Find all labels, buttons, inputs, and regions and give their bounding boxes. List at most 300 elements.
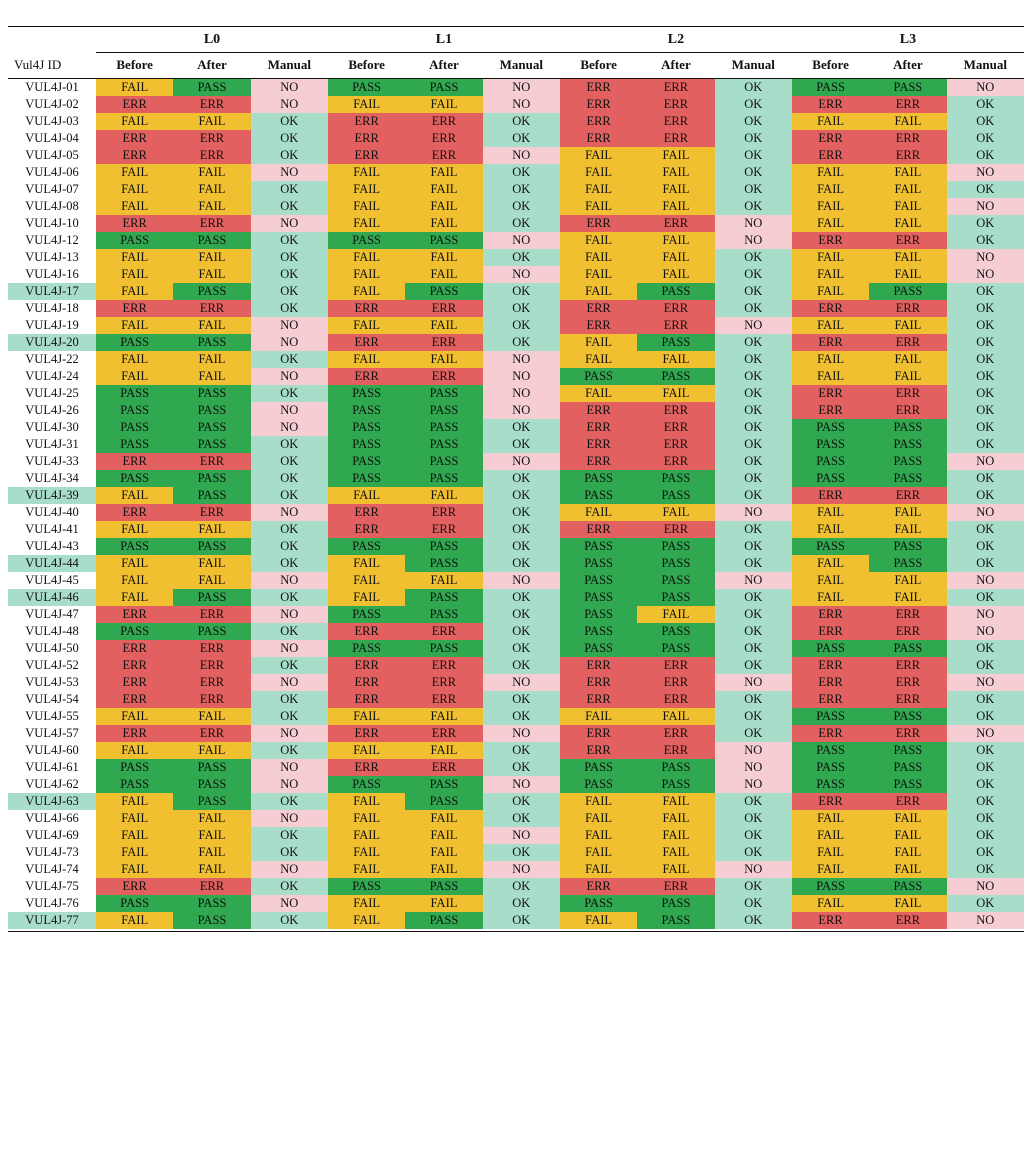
result-cell: ERR	[328, 623, 405, 640]
result-cell: FAIL	[328, 861, 405, 878]
result-cell: NO	[251, 606, 328, 623]
result-cell: PASS	[869, 283, 946, 300]
result-cell: FAIL	[96, 742, 173, 759]
result-cell: NO	[251, 895, 328, 912]
result-cell: PASS	[96, 538, 173, 555]
result-cell: OK	[251, 232, 328, 249]
result-cell: ERR	[405, 657, 482, 674]
result-cell: PASS	[328, 538, 405, 555]
result-cell: NO	[715, 317, 792, 334]
result-cell: OK	[483, 164, 560, 181]
result-cell: OK	[715, 878, 792, 895]
result-cell: OK	[947, 215, 1024, 232]
result-cell: PASS	[96, 385, 173, 402]
result-cell: OK	[251, 249, 328, 266]
result-cell: NO	[251, 96, 328, 113]
row-id-cell: VUL4J-69	[25, 828, 79, 842]
result-cell: ERR	[560, 215, 637, 232]
group-header-l2: L2	[560, 27, 792, 53]
result-cell: OK	[251, 147, 328, 164]
result-cell: NO	[947, 606, 1024, 623]
result-cell: FAIL	[328, 487, 405, 504]
result-cell: PASS	[405, 878, 482, 895]
result-cell: FAIL	[792, 861, 869, 878]
result-cell: OK	[483, 181, 560, 198]
result-cell: PASS	[96, 232, 173, 249]
result-cell: FAIL	[328, 793, 405, 810]
table-row	[8, 130, 1024, 147]
result-cell: ERR	[869, 623, 946, 640]
result-cell: OK	[947, 844, 1024, 861]
column-header-l1-before: Before	[348, 57, 385, 72]
result-cell: ERR	[637, 878, 714, 895]
result-cell: PASS	[637, 470, 714, 487]
table-row	[8, 793, 1024, 810]
result-cell: FAIL	[637, 810, 714, 827]
row-id-cell: VUL4J-75	[25, 879, 79, 893]
result-cell: OK	[715, 368, 792, 385]
result-cell: OK	[947, 776, 1024, 793]
result-cell: FAIL	[869, 181, 946, 198]
row-id-cell: VUL4J-40	[25, 505, 79, 519]
column-header-l2-manual: Manual	[731, 57, 775, 72]
result-cell: PASS	[328, 385, 405, 402]
row-id-cell: VUL4J-12	[25, 233, 79, 247]
result-cell: FAIL	[173, 742, 250, 759]
result-cell: PASS	[405, 912, 482, 929]
result-cell: ERR	[637, 521, 714, 538]
result-cell: ERR	[869, 725, 946, 742]
result-cell: FAIL	[96, 181, 173, 198]
table-row	[8, 385, 1024, 402]
result-cell: PASS	[173, 895, 250, 912]
result-cell: PASS	[869, 776, 946, 793]
result-cell: OK	[251, 130, 328, 147]
result-cell: ERR	[792, 657, 869, 674]
row-id-cell: VUL4J-30	[25, 420, 79, 434]
result-cell: FAIL	[96, 249, 173, 266]
result-cell: OK	[947, 147, 1024, 164]
result-cell: OK	[947, 810, 1024, 827]
result-cell: FAIL	[637, 198, 714, 215]
table-row	[8, 317, 1024, 334]
result-cell: NO	[483, 266, 560, 283]
result-cell: ERR	[869, 657, 946, 674]
result-cell: OK	[483, 912, 560, 929]
result-cell: ERR	[869, 385, 946, 402]
result-cell: FAIL	[173, 317, 250, 334]
result-cell: OK	[947, 521, 1024, 538]
result-cell: PASS	[869, 878, 946, 895]
result-cell: FAIL	[96, 708, 173, 725]
result-cell: NO	[947, 198, 1024, 215]
result-cell: FAIL	[560, 334, 637, 351]
group-header-l0: L0	[96, 27, 328, 53]
result-cell: NO	[483, 674, 560, 691]
result-cell: PASS	[96, 623, 173, 640]
result-cell: FAIL	[405, 827, 482, 844]
table-row	[8, 147, 1024, 164]
result-cell: NO	[251, 368, 328, 385]
result-cell: ERR	[328, 368, 405, 385]
result-cell: PASS	[869, 470, 946, 487]
result-cell: FAIL	[560, 504, 637, 521]
column-header-l3-before: Before	[812, 57, 849, 72]
result-cell: FAIL	[869, 113, 946, 130]
result-cell: OK	[715, 487, 792, 504]
result-cell: ERR	[560, 674, 637, 691]
result-cell: NO	[947, 79, 1024, 97]
result-cell: OK	[251, 283, 328, 300]
result-cell: OK	[715, 402, 792, 419]
result-cell: PASS	[869, 555, 946, 572]
result-cell: PASS	[173, 402, 250, 419]
result-cell: FAIL	[173, 113, 250, 130]
result-cell: PASS	[405, 793, 482, 810]
result-cell: FAIL	[869, 521, 946, 538]
result-cell: ERR	[96, 878, 173, 895]
row-id-cell: VUL4J-20	[8, 334, 96, 351]
result-cell: OK	[715, 351, 792, 368]
result-cell: ERR	[173, 96, 250, 113]
result-cell: FAIL	[328, 742, 405, 759]
result-cell: OK	[715, 912, 792, 929]
row-id-cell: VUL4J-73	[25, 845, 79, 859]
result-cell: NO	[483, 368, 560, 385]
result-cell: ERR	[328, 674, 405, 691]
result-cell: FAIL	[637, 164, 714, 181]
result-cell: FAIL	[328, 708, 405, 725]
result-cell: PASS	[173, 538, 250, 555]
table-row	[8, 708, 1024, 725]
result-cell: OK	[947, 555, 1024, 572]
table-row	[8, 606, 1024, 623]
table-row	[8, 674, 1024, 691]
result-cell: OK	[715, 623, 792, 640]
result-cell: OK	[715, 79, 792, 97]
result-cell: ERR	[869, 912, 946, 929]
row-id-cell: VUL4J-77	[8, 912, 96, 929]
row-id-cell: VUL4J-47	[25, 607, 79, 621]
table-row	[8, 113, 1024, 130]
result-cell: FAIL	[405, 266, 482, 283]
table-row	[8, 861, 1024, 878]
result-cell: NO	[483, 385, 560, 402]
result-cell: FAIL	[96, 79, 173, 97]
result-cell: PASS	[405, 606, 482, 623]
result-cell: NO	[483, 147, 560, 164]
result-cell: ERR	[328, 657, 405, 674]
result-cell: PASS	[173, 283, 250, 300]
result-cell: FAIL	[405, 215, 482, 232]
result-cell: NO	[483, 351, 560, 368]
table-row	[8, 691, 1024, 708]
result-cell: OK	[483, 249, 560, 266]
result-cell: PASS	[96, 334, 173, 351]
result-cell: OK	[251, 708, 328, 725]
result-cell: NO	[251, 810, 328, 827]
result-cell: NO	[251, 215, 328, 232]
result-cell: PASS	[405, 385, 482, 402]
result-cell: ERR	[869, 147, 946, 164]
result-cell: PASS	[96, 776, 173, 793]
result-cell: FAIL	[173, 198, 250, 215]
result-cell: FAIL	[328, 555, 405, 572]
result-cell: OK	[715, 606, 792, 623]
result-cell: OK	[483, 708, 560, 725]
result-cell: PASS	[173, 436, 250, 453]
result-cell: FAIL	[96, 487, 173, 504]
result-cell: PASS	[792, 470, 869, 487]
row-id-cell: VUL4J-53	[25, 675, 79, 689]
result-cell: FAIL	[96, 283, 173, 300]
result-cell: ERR	[869, 793, 946, 810]
result-cell: OK	[483, 470, 560, 487]
result-cell: PASS	[560, 538, 637, 555]
result-cell: ERR	[405, 504, 482, 521]
result-cell: FAIL	[792, 113, 869, 130]
row-id-cell: VUL4J-04	[25, 131, 79, 145]
result-cell: ERR	[792, 334, 869, 351]
result-cell: ERR	[637, 402, 714, 419]
result-cell: FAIL	[96, 844, 173, 861]
result-cell: ERR	[173, 640, 250, 657]
result-cell: PASS	[328, 470, 405, 487]
column-header-l1-after: After	[429, 57, 459, 72]
result-cell: OK	[715, 113, 792, 130]
result-cell: OK	[947, 419, 1024, 436]
result-cell: ERR	[328, 113, 405, 130]
result-cell: FAIL	[792, 266, 869, 283]
result-cell: FAIL	[328, 572, 405, 589]
result-cell: FAIL	[328, 198, 405, 215]
result-cell: ERR	[96, 215, 173, 232]
result-cell: FAIL	[173, 708, 250, 725]
result-cell: OK	[483, 691, 560, 708]
result-cell: PASS	[405, 470, 482, 487]
result-cell: OK	[251, 521, 328, 538]
column-header-l2-after: After	[661, 57, 691, 72]
result-cell: FAIL	[637, 793, 714, 810]
result-cell: ERR	[405, 130, 482, 147]
table-row	[8, 249, 1024, 266]
result-cell: OK	[251, 878, 328, 895]
result-cell: ERR	[328, 147, 405, 164]
result-cell: PASS	[560, 776, 637, 793]
result-cell: OK	[947, 657, 1024, 674]
result-cell: OK	[483, 436, 560, 453]
row-id-cell: VUL4J-17	[8, 283, 96, 300]
result-cell: FAIL	[173, 164, 250, 181]
result-cell: FAIL	[869, 198, 946, 215]
result-cell: FAIL	[869, 266, 946, 283]
result-cell: FAIL	[792, 283, 869, 300]
result-cell: FAIL	[328, 589, 405, 606]
table-row	[8, 640, 1024, 657]
result-cell: ERR	[637, 317, 714, 334]
row-id-cell: VUL4J-52	[25, 658, 79, 672]
result-cell: OK	[251, 844, 328, 861]
result-cell: OK	[715, 300, 792, 317]
table-row	[8, 487, 1024, 504]
result-cell: OK	[715, 793, 792, 810]
row-id-cell: VUL4J-08	[25, 199, 79, 213]
result-cell: OK	[483, 487, 560, 504]
table-row	[8, 215, 1024, 232]
row-id-cell: VUL4J-07	[25, 182, 79, 196]
result-cell: PASS	[560, 555, 637, 572]
result-cell: ERR	[173, 504, 250, 521]
table-row	[8, 572, 1024, 589]
result-cell: OK	[715, 844, 792, 861]
group-header-spacer	[8, 27, 96, 53]
result-cell: OK	[947, 232, 1024, 249]
row-id-cell: VUL4J-34	[25, 471, 79, 485]
result-cell: FAIL	[792, 351, 869, 368]
result-cell: PASS	[792, 759, 869, 776]
table-row	[8, 776, 1024, 793]
result-cell: FAIL	[792, 555, 869, 572]
result-cell: OK	[947, 300, 1024, 317]
result-cell: PASS	[637, 538, 714, 555]
result-cell: FAIL	[792, 810, 869, 827]
result-cell: OK	[251, 436, 328, 453]
column-header-l0-after: After	[197, 57, 227, 72]
result-cell: OK	[947, 113, 1024, 130]
result-cell: OK	[715, 640, 792, 657]
result-cell: OK	[483, 419, 560, 436]
row-id-cell: VUL4J-54	[25, 692, 79, 706]
table-head	[8, 27, 1024, 79]
result-cell: OK	[251, 691, 328, 708]
result-cell: FAIL	[328, 895, 405, 912]
row-id-cell: VUL4J-43	[25, 539, 79, 553]
result-cell: PASS	[792, 640, 869, 657]
result-cell: PASS	[173, 793, 250, 810]
result-cell: OK	[251, 266, 328, 283]
result-cell: FAIL	[405, 810, 482, 827]
result-cell: NO	[483, 827, 560, 844]
result-cell: OK	[251, 657, 328, 674]
row-id-cell: VUL4J-41	[25, 522, 79, 536]
table-row	[8, 181, 1024, 198]
result-cell: PASS	[637, 334, 714, 351]
result-cell: ERR	[637, 453, 714, 470]
result-cell: OK	[483, 317, 560, 334]
table-row	[8, 742, 1024, 759]
row-id-cell: VUL4J-63	[8, 793, 96, 810]
result-cell: OK	[483, 878, 560, 895]
result-cell: FAIL	[560, 283, 637, 300]
result-cell: FAIL	[560, 708, 637, 725]
result-cell: PASS	[560, 895, 637, 912]
result-cell: OK	[251, 912, 328, 929]
result-cell: PASS	[869, 759, 946, 776]
result-cell: PASS	[405, 453, 482, 470]
result-cell: ERR	[560, 96, 637, 113]
table-row	[8, 402, 1024, 419]
result-cell: PASS	[869, 453, 946, 470]
result-cell: FAIL	[869, 827, 946, 844]
result-cell: FAIL	[173, 181, 250, 198]
result-cell: OK	[483, 640, 560, 657]
result-cell: PASS	[328, 232, 405, 249]
row-id-cell: VUL4J-44	[8, 555, 96, 572]
result-cell: ERR	[96, 691, 173, 708]
result-cell: FAIL	[869, 861, 946, 878]
result-cell: NO	[251, 79, 328, 97]
row-id-cell: VUL4J-57	[25, 726, 79, 740]
result-cell: ERR	[560, 878, 637, 895]
row-id-cell: VUL4J-26	[25, 403, 79, 417]
result-cell: FAIL	[96, 351, 173, 368]
result-cell: OK	[715, 147, 792, 164]
result-cell: NO	[715, 759, 792, 776]
result-cell: FAIL	[792, 164, 869, 181]
result-cell: NO	[251, 164, 328, 181]
result-cell: OK	[251, 589, 328, 606]
result-cell: NO	[251, 317, 328, 334]
result-cell: ERR	[792, 147, 869, 164]
result-cell: OK	[947, 351, 1024, 368]
result-cell: ERR	[792, 402, 869, 419]
result-cell: FAIL	[792, 504, 869, 521]
result-cell: ERR	[173, 453, 250, 470]
row-id-cell: VUL4J-18	[25, 301, 79, 315]
result-cell: ERR	[869, 606, 946, 623]
result-cell: FAIL	[792, 844, 869, 861]
result-cell: FAIL	[96, 827, 173, 844]
result-cell: NO	[947, 674, 1024, 691]
result-cell: FAIL	[560, 844, 637, 861]
result-cell: OK	[715, 130, 792, 147]
result-cell: FAIL	[173, 351, 250, 368]
result-cell: PASS	[637, 589, 714, 606]
row-id-cell: VUL4J-66	[25, 811, 79, 825]
result-cell: FAIL	[405, 708, 482, 725]
result-cell: ERR	[405, 521, 482, 538]
table-row	[8, 351, 1024, 368]
result-cell: OK	[483, 215, 560, 232]
result-cell: ERR	[328, 130, 405, 147]
result-cell: NO	[715, 861, 792, 878]
row-id-cell: VUL4J-22	[25, 352, 79, 366]
result-cell: PASS	[792, 708, 869, 725]
result-cell: ERR	[792, 793, 869, 810]
result-cell: NO	[251, 776, 328, 793]
result-cell: OK	[947, 589, 1024, 606]
row-id-cell: VUL4J-45	[25, 573, 79, 587]
result-cell: FAIL	[560, 232, 637, 249]
result-cell: OK	[715, 266, 792, 283]
result-cell: PASS	[328, 878, 405, 895]
result-cell: OK	[715, 181, 792, 198]
result-cell: FAIL	[173, 810, 250, 827]
result-cell: FAIL	[869, 215, 946, 232]
result-cell: FAIL	[405, 96, 482, 113]
result-cell: OK	[251, 555, 328, 572]
result-cell: FAIL	[405, 895, 482, 912]
result-cell: OK	[483, 283, 560, 300]
result-cell: FAIL	[328, 827, 405, 844]
result-cell: ERR	[405, 725, 482, 742]
result-cell: OK	[947, 334, 1024, 351]
result-cell: OK	[251, 113, 328, 130]
row-id-cell: VUL4J-02	[25, 97, 79, 111]
result-cell: OK	[483, 521, 560, 538]
result-cell: PASS	[328, 419, 405, 436]
result-cell: ERR	[405, 300, 482, 317]
